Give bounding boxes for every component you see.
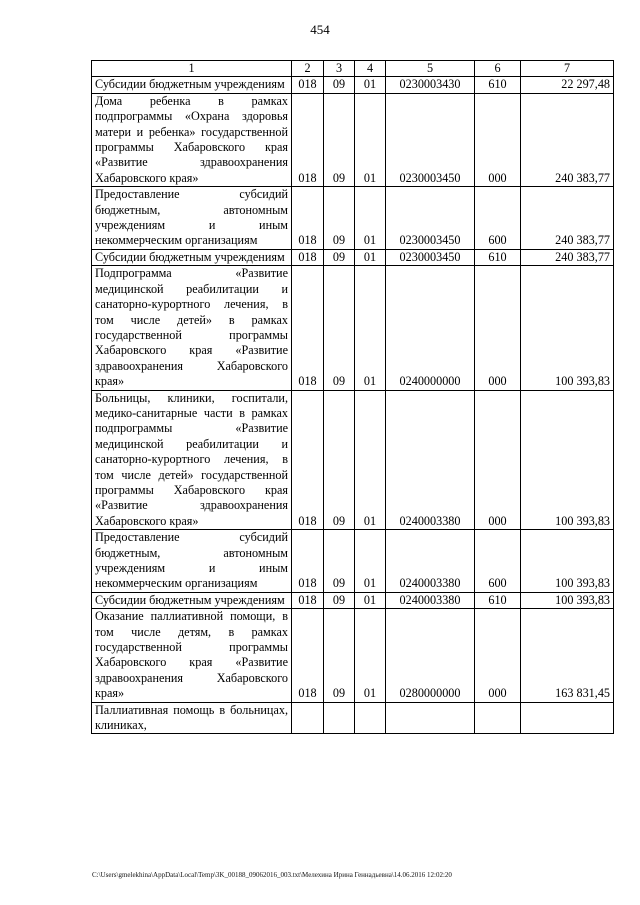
row-code-3: 09 [324, 390, 355, 530]
row-code-3: 09 [324, 592, 355, 608]
row-code-5: 0240000000 [386, 266, 475, 390]
row-code-5: 0230003450 [386, 249, 475, 265]
column-header: 4 [355, 61, 386, 77]
row-code-4: 01 [355, 249, 386, 265]
row-name: Субсидии бюджетным учреждениям [92, 592, 292, 608]
row-code-4: 01 [355, 609, 386, 702]
row-code-6: 610 [475, 249, 521, 265]
row-code-3 [324, 702, 355, 734]
table-row [92, 530, 614, 593]
column-header: 1 [92, 61, 292, 77]
row-amount: 240 383,77 [521, 249, 614, 265]
row-code-2: 018 [292, 249, 324, 265]
table-row [92, 93, 614, 186]
table-row [92, 249, 614, 265]
row-code-3: 09 [324, 266, 355, 390]
column-header: 6 [475, 61, 521, 77]
row-name: Больницы, клиники, госпитали, медико-санитарные части в рамках подпрограммы «Развитие медицинской реабилитации и санаторно-курортного лечения, в том числе детей» государственной программы Хабаровского края «Развитие здравоохранения Хабаровского края» [92, 390, 292, 530]
column-header: 2 [292, 61, 324, 77]
row-code-3: 09 [324, 187, 355, 250]
row-code-4: 01 [355, 530, 386, 593]
row-code-5: 0230003450 [386, 93, 475, 186]
row-code-6: 000 [475, 93, 521, 186]
table-header-row [92, 61, 614, 77]
row-amount: 100 393,83 [521, 592, 614, 608]
row-amount: 240 383,77 [521, 93, 614, 186]
row-code-2: 018 [292, 592, 324, 608]
row-code-4: 01 [355, 266, 386, 390]
file-path-footer: C:\Users\gmelekhina\AppData\Local\Temp\3K_00188_09062016_003.txt\Мелехина Ирина Геннадьевна\14.06.2016 12:02:20 [92, 871, 452, 879]
table-row [92, 266, 614, 390]
row-code-5: 0240003380 [386, 530, 475, 593]
row-code-6: 000 [475, 266, 521, 390]
row-code-2: 018 [292, 77, 324, 93]
row-code-6: 600 [475, 187, 521, 250]
row-amount [521, 702, 614, 734]
table-row [92, 77, 614, 93]
row-code-2: 018 [292, 609, 324, 702]
row-code-6: 610 [475, 77, 521, 93]
row-code-3: 09 [324, 77, 355, 93]
row-code-6: 000 [475, 390, 521, 530]
row-amount: 163 831,45 [521, 609, 614, 702]
table-row [92, 609, 614, 702]
row-name: Дома ребенка в рамках подпрограммы «Охрана здоровья матери и ребенка» государственной программы Хабаровского края «Развитие здравоохранения Хабаровского края» [92, 93, 292, 186]
row-code-3: 09 [324, 530, 355, 593]
row-code-3: 09 [324, 609, 355, 702]
row-code-5: 0240003380 [386, 390, 475, 530]
row-code-2: 018 [292, 390, 324, 530]
row-name: Паллиативная помощь в больницах, клиниках, [92, 702, 292, 734]
row-code-4: 01 [355, 390, 386, 530]
column-header: 5 [386, 61, 475, 77]
row-code-5: 0230003430 [386, 77, 475, 93]
table-row [92, 187, 614, 250]
row-code-4: 01 [355, 592, 386, 608]
row-name: Предоставление субсидий бюджетным, автономным учреждениям и иным некоммерческим организациям [92, 187, 292, 250]
row-code-3: 09 [324, 249, 355, 265]
row-amount: 100 393,83 [521, 266, 614, 390]
column-header: 3 [324, 61, 355, 77]
page-number: 454 [310, 22, 330, 37]
row-code-4: 01 [355, 77, 386, 93]
row-code-3: 09 [324, 93, 355, 186]
row-code-5 [386, 702, 475, 734]
row-code-5: 0240003380 [386, 592, 475, 608]
row-code-2: 018 [292, 187, 324, 250]
row-code-6: 600 [475, 530, 521, 593]
row-code-6: 000 [475, 609, 521, 702]
row-name: Субсидии бюджетным учреждениям [92, 77, 292, 93]
row-code-2: 018 [292, 530, 324, 593]
row-amount: 22 297,48 [521, 77, 614, 93]
row-code-6: 610 [475, 592, 521, 608]
table-row [92, 390, 614, 530]
row-amount: 100 393,83 [521, 530, 614, 593]
row-code-4 [355, 702, 386, 734]
row-name: Субсидии бюджетным учреждениям [92, 249, 292, 265]
row-amount: 100 393,83 [521, 390, 614, 530]
row-code-2: 018 [292, 266, 324, 390]
row-code-5: 0230003450 [386, 187, 475, 250]
column-header: 7 [521, 61, 614, 77]
budget-table [91, 60, 614, 734]
row-code-6 [475, 702, 521, 734]
row-name: Подпрограмма «Развитие медицинской реабилитации и санаторно-курортного лечения, в том числе детей» в рамках государственной программы Хабаровского края «Развитие здравоохранения Хабаровского края» [92, 266, 292, 390]
table-row [92, 702, 614, 734]
table-row [92, 592, 614, 608]
row-code-4: 01 [355, 187, 386, 250]
row-code-5: 0280000000 [386, 609, 475, 702]
row-code-2: 018 [292, 93, 324, 186]
row-code-4: 01 [355, 93, 386, 186]
row-name: Предоставление субсидий бюджетным, автономным учреждениям и иным некоммерческим организациям [92, 530, 292, 593]
row-amount: 240 383,77 [521, 187, 614, 250]
row-name: Оказание паллиативной помощи, в том числе детям, в рамках государственной программы Хабаровского края «Развитие здравоохранения Хабаровского края» [92, 609, 292, 702]
row-code-2 [292, 702, 324, 734]
